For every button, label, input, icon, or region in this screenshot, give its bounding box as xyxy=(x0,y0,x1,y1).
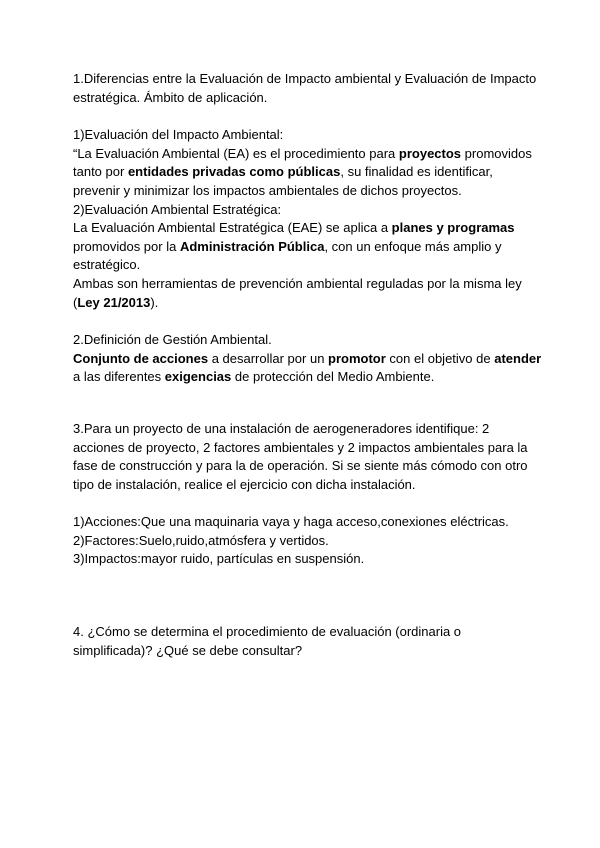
eae-title: 2)Evaluación Ambiental Estratégica: xyxy=(73,201,282,217)
answer-acciones: 1)Acciones:Que una maquinaria vaya y haga acceso,conexiones eléctricas. xyxy=(73,514,509,530)
spacer xyxy=(73,107,543,126)
spacer xyxy=(73,312,543,331)
question-1-heading: 1.Diferencias entre la Evaluación de Impacto ambiental y Evaluación de Impacto estratégica. Ámbito de aplicación. xyxy=(73,71,537,105)
eia-title: 1)Evaluación del Impacto Ambiental: xyxy=(73,127,284,143)
document-page xyxy=(73,70,543,660)
law-paragraph: Ambas son herramientas de prevención ambiental reguladas por la misma ley (Ley 21/2013). xyxy=(73,275,522,310)
question-4-heading: 4. ¿Cómo se determina el procedimiento de evaluación (ordinaria o simplificada)? ¿Qué se debe consultar? xyxy=(73,624,462,658)
eia-paragraph: “La Evaluación Ambiental (EA) es el procedimiento para proyectos promovidos tanto por entidades privadas como públicas, su finalidad es identificar, prevenir y minimizar los impactos ambientales de dichos proyectos. xyxy=(73,145,532,198)
gestion-ambiental-definition: Conjunto de acciones a desarrollar por un promotor con el objetivo de atender a las diferentes exigencias de protección del Medio Ambiente. xyxy=(73,350,542,385)
spacer xyxy=(73,569,543,623)
spacer xyxy=(73,494,543,513)
question-2-heading: 2.Definición de Gestión Ambiental. xyxy=(73,332,272,348)
question-3-heading: 3.Para un proyecto de una instalación de aerogeneradores identifique: 2 acciones de proyecto, 2 factores ambientales y 2 impactos ambientales para la fase de construcción y para la de operación. Si se siente más cómodo con otro tipo de instalación, realice el ejercicio con dicha instalación. xyxy=(73,420,528,492)
eae-paragraph: La Evaluación Ambiental Estratégica (EAE) se aplica a planes y programas promovidos por la Administración Pública, con un enfoque más amplio y estratégico. xyxy=(73,220,515,273)
answer-impactos: 3)Impactos:mayor ruido, partículas en suspensión. xyxy=(73,551,365,567)
answer-factores: 2)Factores:Suelo,ruido,atmósfera y vertidos. xyxy=(73,532,329,548)
spacer xyxy=(73,387,543,420)
